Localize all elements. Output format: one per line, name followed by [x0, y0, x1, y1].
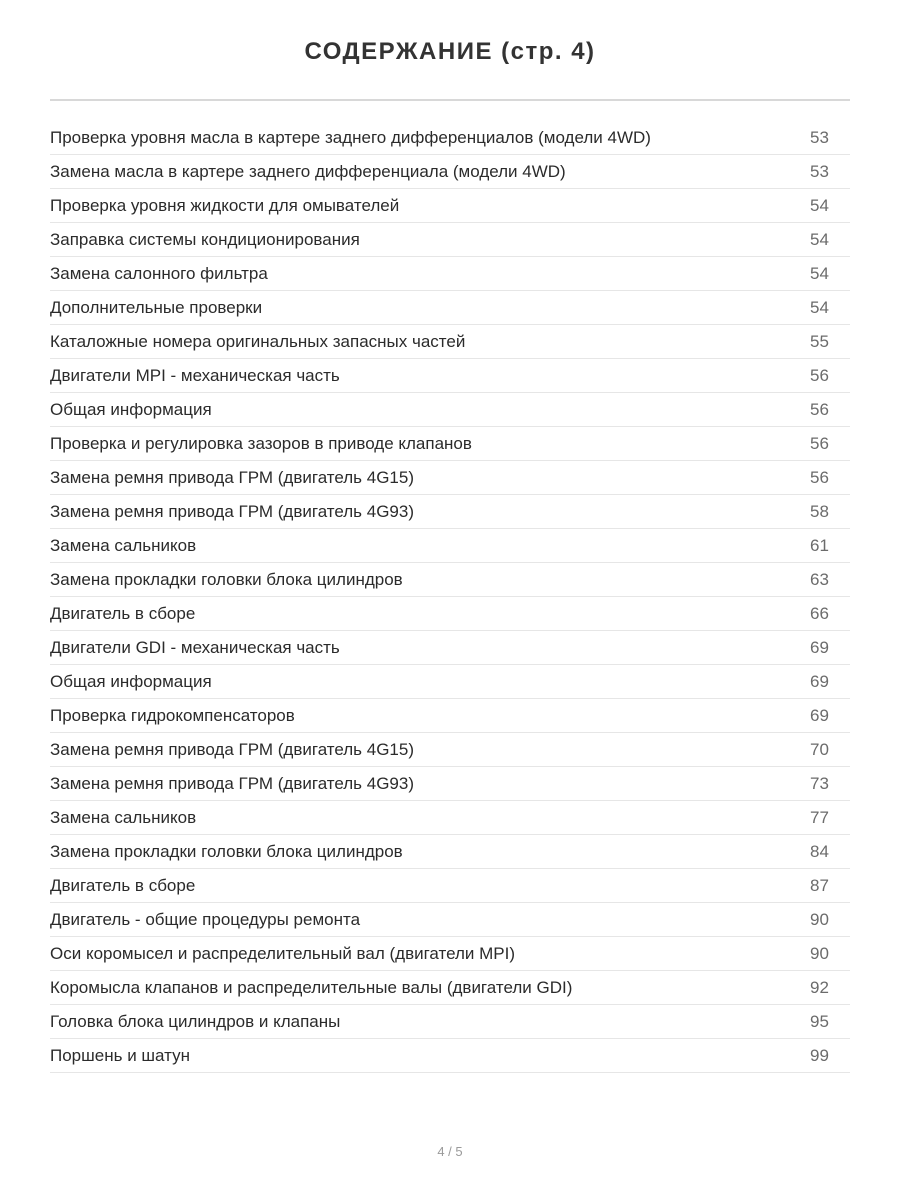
- toc-entry-page-number: 54: [810, 229, 829, 249]
- toc-entry-title: Замена масла в картере заднего дифференциала (модели 4WD): [50, 161, 566, 181]
- toc-entry-page-number: 70: [810, 739, 829, 759]
- title-divider: [50, 99, 850, 101]
- toc-entry[interactable]: [50, 189, 850, 223]
- table-of-contents: [50, 121, 850, 1073]
- page-title: СОДЕРЖАНИЕ (стр. 4): [304, 38, 596, 65]
- toc-entry-page-number: 56: [810, 365, 829, 385]
- toc-entry[interactable]: [50, 733, 850, 767]
- toc-entry-title: Замена сальников: [50, 807, 197, 827]
- toc-entry[interactable]: [50, 835, 850, 869]
- toc-entry-title: Двигатель в сборе: [50, 875, 196, 895]
- toc-entry[interactable]: [50, 665, 850, 699]
- toc-entry[interactable]: [50, 597, 850, 631]
- toc-entry[interactable]: [50, 937, 850, 971]
- toc-entry-title: Замена ремня привода ГРМ (двигатель 4G15): [50, 467, 415, 487]
- toc-entry[interactable]: [50, 155, 850, 189]
- toc-entry-page-number: 53: [810, 127, 829, 147]
- toc-entry-title: Проверка уровня масла в картере заднего дифференциалов (модели 4WD): [50, 127, 651, 147]
- toc-entry[interactable]: [50, 495, 850, 529]
- toc-entry[interactable]: [50, 971, 850, 1005]
- toc-entry-title: Замена прокладки головки блока цилиндров: [50, 569, 403, 589]
- toc-entry-title: Двигатели GDI - механическая часть: [50, 637, 340, 657]
- toc-entry[interactable]: [50, 1039, 850, 1073]
- toc-entry-title: Двигатель - общие процедуры ремонта: [50, 909, 361, 929]
- toc-entry[interactable]: [50, 359, 850, 393]
- toc-entry-title: Поршень и шатун: [50, 1045, 190, 1065]
- toc-entry-title: Коромысла клапанов и распределительные валы (двигатели GDI): [50, 977, 573, 997]
- toc-entry[interactable]: [50, 257, 850, 291]
- toc-entry[interactable]: [50, 767, 850, 801]
- toc-entry-page-number: 69: [810, 671, 829, 691]
- toc-entry-title: Замена сальников: [50, 535, 197, 555]
- toc-entry-title: Головка блока цилиндров и клапаны: [50, 1011, 341, 1031]
- toc-entry[interactable]: [50, 563, 850, 597]
- toc-entry-title: Замена ремня привода ГРМ (двигатель 4G93): [50, 501, 415, 521]
- toc-entry[interactable]: [50, 869, 850, 903]
- toc-entry-page-number: 99: [810, 1045, 829, 1065]
- toc-entry-page-number: 69: [810, 637, 829, 657]
- toc-entry-page-number: 54: [810, 195, 829, 215]
- toc-entry-title: Дополнительные проверки: [50, 297, 263, 317]
- toc-entry-title: Двигатели MPI - механическая часть: [50, 365, 340, 385]
- toc-entry[interactable]: [50, 631, 850, 665]
- toc-entry-page-number: 73: [810, 773, 829, 793]
- toc-entry-page-number: 53: [810, 161, 829, 181]
- toc-entry-page-number: 61: [810, 535, 829, 555]
- toc-entry[interactable]: [50, 529, 850, 563]
- toc-entry[interactable]: [50, 121, 850, 155]
- toc-entry-page-number: 84: [810, 841, 829, 861]
- toc-entry-page-number: 56: [810, 433, 829, 453]
- toc-entry-page-number: 90: [810, 943, 829, 963]
- toc-entry[interactable]: [50, 461, 850, 495]
- toc-entry-page-number: 56: [810, 399, 829, 419]
- toc-entry-title: Проверка гидрокомпенсаторов: [50, 705, 295, 725]
- toc-entry[interactable]: [50, 223, 850, 257]
- toc-entry-title: Каталожные номера оригинальных запасных частей: [50, 331, 466, 351]
- toc-entry-page-number: 63: [810, 569, 829, 589]
- page-indicator: 4 / 5: [437, 1144, 463, 1159]
- toc-entry-title: Замена прокладки головки блока цилиндров: [50, 841, 403, 861]
- toc-entry-page-number: 77: [810, 807, 829, 827]
- toc-entry-title: Общая информация: [50, 671, 212, 691]
- toc-entry[interactable]: [50, 801, 850, 835]
- toc-entry-page-number: 55: [810, 331, 829, 351]
- toc-entry[interactable]: [50, 427, 850, 461]
- toc-entry-page-number: 54: [810, 297, 829, 317]
- toc-entry-page-number: 66: [810, 603, 829, 623]
- toc-entry[interactable]: [50, 903, 850, 937]
- toc-entry-title: Двигатель в сборе: [50, 603, 196, 623]
- toc-entry[interactable]: [50, 291, 850, 325]
- toc-entry-title: Общая информация: [50, 399, 212, 419]
- toc-entry-page-number: 95: [810, 1011, 829, 1031]
- toc-entry-title: Замена салонного фильтра: [50, 263, 268, 283]
- toc-entry[interactable]: [50, 325, 850, 359]
- toc-entry-page-number: 54: [810, 263, 829, 283]
- toc-entry-title: Замена ремня привода ГРМ (двигатель 4G93): [50, 773, 415, 793]
- toc-entry-page-number: 58: [810, 501, 829, 521]
- toc-entry-title: Заправка системы кондиционирования: [50, 229, 360, 249]
- toc-entry[interactable]: [50, 699, 850, 733]
- toc-entry-page-number: 92: [810, 977, 829, 997]
- toc-entry[interactable]: [50, 1005, 850, 1039]
- toc-entry-page-number: 56: [810, 467, 829, 487]
- toc-entry-page-number: 69: [810, 705, 829, 725]
- toc-entry-page-number: 90: [810, 909, 829, 929]
- toc-entry-title: Замена ремня привода ГРМ (двигатель 4G15): [50, 739, 415, 759]
- toc-entry-page-number: 87: [810, 875, 829, 895]
- toc-entry[interactable]: [50, 393, 850, 427]
- toc-entry-title: Проверка уровня жидкости для омывателей: [50, 195, 400, 215]
- toc-entry-title: Проверка и регулировка зазоров в приводе клапанов: [50, 433, 472, 453]
- toc-entry-title: Оси коромысел и распределительный вал (двигатели MPI): [50, 943, 516, 963]
